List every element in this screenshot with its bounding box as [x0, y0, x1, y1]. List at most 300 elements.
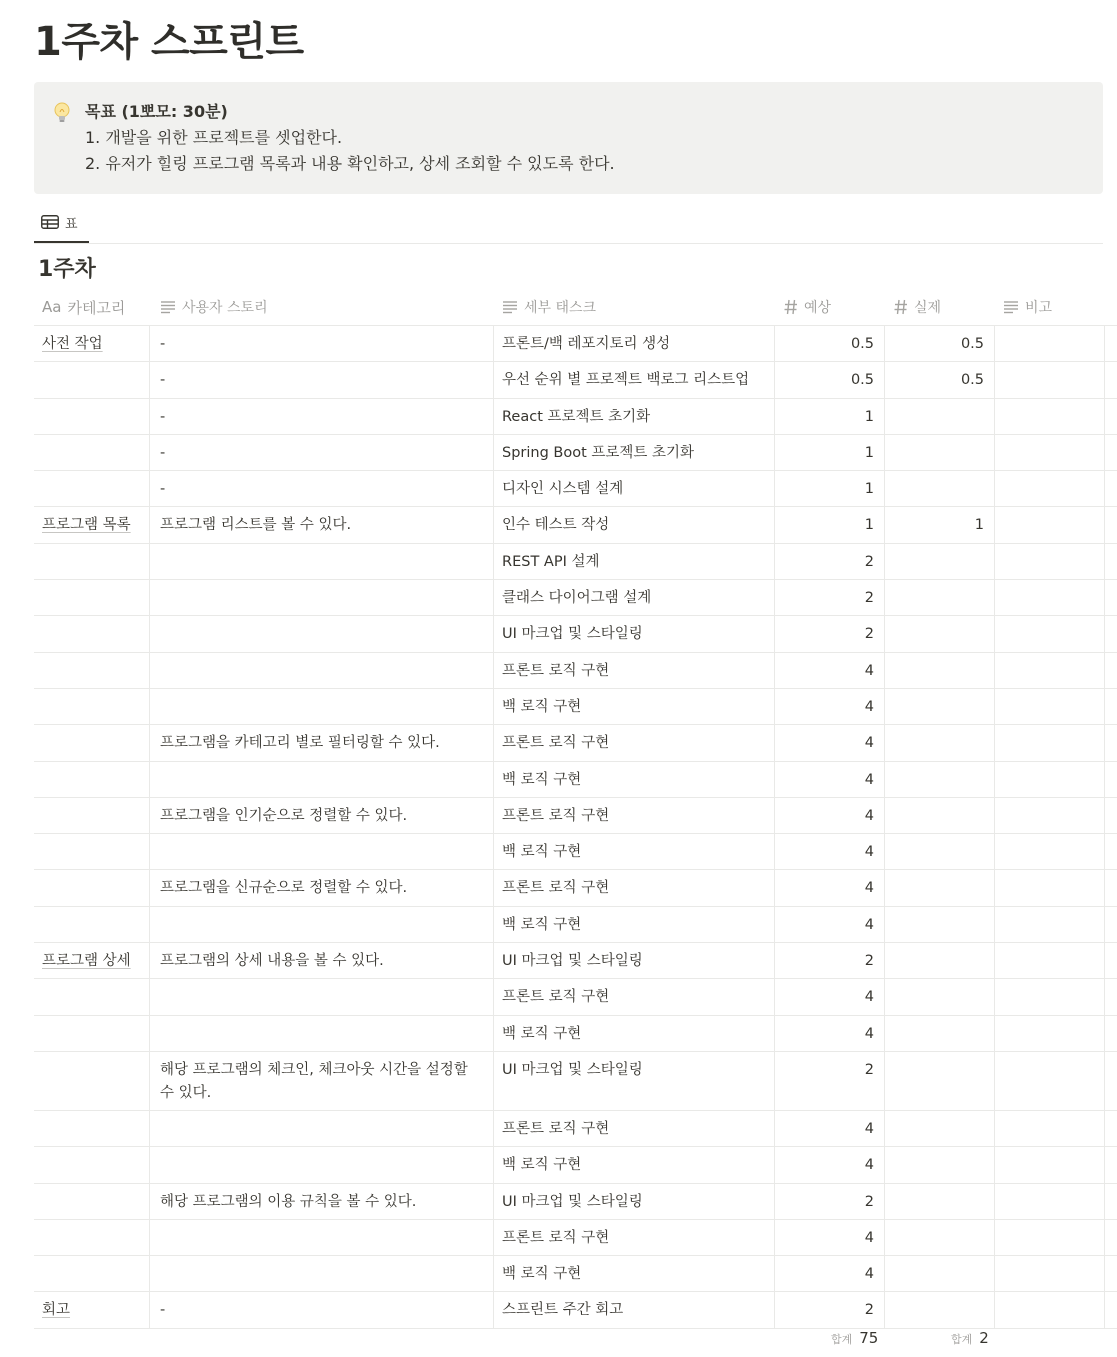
cell-actual[interactable]: [885, 834, 995, 869]
cell-user-story[interactable]: [150, 1147, 494, 1182]
cell-category[interactable]: [34, 834, 150, 869]
cell-estimate[interactable]: [775, 326, 885, 361]
estimate-sum[interactable]: [831, 1329, 878, 1347]
cell-estimate[interactable]: [775, 1292, 885, 1327]
table-row[interactable]: [34, 1292, 1117, 1328]
cell-note[interactable]: [995, 943, 1105, 978]
sum-label: 합계: [951, 1333, 973, 1346]
cell-user-story[interactable]: [150, 979, 494, 1014]
cell-note[interactable]: [995, 399, 1105, 434]
cell-overflow: [1105, 616, 1117, 651]
cell-note[interactable]: [995, 507, 1105, 542]
cell-estimate-text: 1: [864, 481, 874, 498]
cell-task-text: Spring Boot 프로젝트 초기화: [502, 444, 695, 461]
cell-category[interactable]: [34, 616, 150, 651]
cell-actual[interactable]: [885, 616, 995, 651]
cell-estimate[interactable]: [775, 1052, 885, 1110]
cell-overflow: [1105, 798, 1117, 833]
cell-overflow: [1105, 1147, 1117, 1182]
cell-actual[interactable]: [885, 507, 995, 542]
page-title: 1주차 스프린트: [34, 19, 304, 65]
cell-user-story[interactable]: [150, 471, 494, 506]
cell-overflow: [1105, 1292, 1117, 1327]
cell-category[interactable]: [34, 1220, 150, 1255]
cell-estimate[interactable]: [775, 507, 885, 542]
table-row[interactable]: [34, 1184, 1117, 1220]
table-row[interactable]: [34, 507, 1117, 543]
cell-category[interactable]: [34, 689, 150, 724]
lightbulb-icon[interactable]: [52, 101, 72, 125]
cell-estimate-text: 4: [864, 1229, 874, 1246]
cell-category[interactable]: [34, 870, 150, 905]
cell-task[interactable]: [494, 1256, 775, 1291]
cell-category-text: 회고: [42, 1302, 71, 1319]
callout-text[interactable]: [85, 99, 615, 177]
cell-overflow: [1105, 834, 1117, 869]
table-row[interactable]: [34, 689, 1117, 725]
cell-task[interactable]: [494, 399, 775, 434]
cell-overflow: [1105, 1111, 1117, 1146]
cell-overflow: [1105, 399, 1117, 434]
cell-task-text: 백 로직 구현: [502, 1266, 582, 1283]
cell-task-text: 인수 테스트 작성: [502, 517, 610, 534]
cell-task-text: UI 마크업 및 스타일링: [502, 1193, 643, 1210]
cell-user-story[interactable]: [150, 689, 494, 724]
cell-task[interactable]: [494, 616, 775, 651]
table-row[interactable]: [34, 1111, 1117, 1147]
cell-note[interactable]: [995, 580, 1105, 615]
cell-overflow: [1105, 435, 1117, 470]
cell-user-story-text: -: [160, 372, 166, 389]
cell-note[interactable]: [995, 435, 1105, 470]
cell-estimate-text: 1: [864, 517, 874, 534]
cell-actual[interactable]: [885, 1111, 995, 1146]
cell-note[interactable]: [995, 1220, 1105, 1255]
actual-sum[interactable]: [951, 1329, 989, 1347]
cell-estimate[interactable]: [775, 907, 885, 942]
text-lines-icon: [160, 300, 176, 314]
column-header-task[interactable]: [502, 289, 596, 325]
tab-table-view[interactable]: [34, 203, 89, 243]
cell-task[interactable]: [494, 762, 775, 797]
cell-note[interactable]: [995, 798, 1105, 833]
table-row[interactable]: [34, 834, 1117, 870]
cell-user-story[interactable]: [150, 762, 494, 797]
cell-task[interactable]: [494, 507, 775, 542]
cell-estimate[interactable]: [775, 689, 885, 724]
cell-category[interactable]: [34, 653, 150, 688]
cell-estimate[interactable]: [775, 362, 885, 397]
cell-note[interactable]: [995, 870, 1105, 905]
table-row[interactable]: [34, 1052, 1117, 1111]
cell-category[interactable]: [34, 798, 150, 833]
cell-estimate-text: 2: [864, 553, 874, 570]
table-row[interactable]: [34, 326, 1117, 362]
cell-user-story[interactable]: [150, 399, 494, 434]
cell-actual[interactable]: [885, 1052, 995, 1110]
cell-estimate-text: 2: [864, 626, 874, 643]
cell-user-story[interactable]: [150, 507, 494, 542]
cell-estimate[interactable]: [775, 762, 885, 797]
sum-label: 합계: [831, 1333, 853, 1346]
cell-category[interactable]: [34, 435, 150, 470]
cell-actual[interactable]: [885, 979, 995, 1014]
column-header-story[interactable]: [160, 289, 268, 325]
cell-estimate[interactable]: [775, 399, 885, 434]
table-row[interactable]: [34, 798, 1117, 834]
cell-estimate[interactable]: [775, 979, 885, 1014]
cell-task[interactable]: [494, 725, 775, 760]
cell-user-story[interactable]: [150, 1184, 494, 1219]
cell-task[interactable]: [494, 1147, 775, 1182]
cell-note[interactable]: [995, 1111, 1105, 1146]
cell-estimate[interactable]: [775, 1111, 885, 1146]
column-label: 카테고리: [67, 298, 126, 317]
cell-note[interactable]: [995, 362, 1105, 397]
cell-category[interactable]: [34, 326, 150, 361]
table-row[interactable]: [34, 725, 1117, 761]
cell-user-story[interactable]: [150, 1111, 494, 1146]
cell-category[interactable]: [34, 1147, 150, 1182]
cell-estimate[interactable]: [775, 834, 885, 869]
cell-estimate-text: 4: [864, 916, 874, 933]
cell-category[interactable]: [34, 725, 150, 760]
cell-estimate-text: 4: [864, 735, 874, 752]
cell-category[interactable]: [34, 979, 150, 1014]
cell-overflow: [1105, 544, 1117, 579]
cell-task[interactable]: [494, 979, 775, 1014]
cell-user-story[interactable]: [150, 1256, 494, 1291]
column-header-estimate[interactable]: [784, 289, 831, 325]
cell-user-story-text: -: [160, 1302, 166, 1319]
cell-task[interactable]: [494, 907, 775, 942]
cell-estimate-text: 4: [864, 1266, 874, 1283]
cell-actual[interactable]: [885, 471, 995, 506]
cell-overflow: [1105, 1256, 1117, 1291]
cell-actual[interactable]: [885, 580, 995, 615]
cell-estimate[interactable]: [775, 580, 885, 615]
cell-task-text: 스프린트 주간 회고: [502, 1302, 624, 1319]
cell-user-story[interactable]: [150, 943, 494, 978]
table-body: [34, 326, 1117, 1329]
table-row[interactable]: [34, 1256, 1117, 1292]
cell-category[interactable]: [34, 762, 150, 797]
callout-heading: 목표 (1뽀모: 30분): [85, 102, 228, 121]
cell-note[interactable]: [995, 689, 1105, 724]
cell-actual[interactable]: [885, 544, 995, 579]
cell-note[interactable]: [995, 1256, 1105, 1291]
column-label: 비고: [1025, 300, 1053, 316]
sum-value: 2: [979, 1329, 989, 1347]
cell-overflow: [1105, 1052, 1117, 1110]
cell-overflow: [1105, 362, 1117, 397]
cell-task[interactable]: [494, 326, 775, 361]
cell-task[interactable]: [494, 689, 775, 724]
cell-overflow: [1105, 1184, 1117, 1219]
table-row[interactable]: [34, 870, 1117, 906]
cell-task[interactable]: [494, 834, 775, 869]
cell-actual[interactable]: [885, 798, 995, 833]
cell-estimate-text: 1: [864, 444, 874, 461]
cell-user-story[interactable]: [150, 544, 494, 579]
cell-category[interactable]: [34, 1292, 150, 1327]
cell-task[interactable]: [494, 653, 775, 688]
cell-user-story-text: -: [160, 481, 166, 498]
cell-actual-text: 1: [974, 517, 984, 534]
text-lines-icon: [1003, 300, 1019, 314]
table-row[interactable]: [34, 762, 1117, 798]
cell-task[interactable]: [494, 580, 775, 615]
cell-task[interactable]: [494, 1220, 775, 1255]
cell-note[interactable]: [995, 1292, 1105, 1327]
cell-note[interactable]: [995, 725, 1105, 760]
cell-actual-text: 0.5: [960, 372, 984, 389]
column-label: 세부 태스크: [524, 300, 597, 316]
cell-category-text: 사전 작업: [42, 336, 103, 352]
cell-user-story[interactable]: [150, 653, 494, 688]
cell-task-text: 프론트 로직 구현: [502, 735, 610, 752]
cell-estimate[interactable]: [775, 1016, 885, 1051]
cell-note[interactable]: [995, 907, 1105, 942]
cell-user-story[interactable]: [150, 580, 494, 615]
cell-task[interactable]: [494, 1016, 775, 1051]
cell-actual[interactable]: [885, 362, 995, 397]
cell-task[interactable]: [494, 943, 775, 978]
cell-note[interactable]: [995, 834, 1105, 869]
cell-user-story[interactable]: [150, 616, 494, 651]
cell-category[interactable]: [34, 507, 150, 542]
cell-estimate[interactable]: [775, 544, 885, 579]
cell-category[interactable]: [34, 1111, 150, 1146]
cell-actual[interactable]: [885, 1220, 995, 1255]
cell-note[interactable]: [995, 1184, 1105, 1219]
cell-estimate[interactable]: [775, 616, 885, 651]
cell-task-text: UI 마크업 및 스타일링: [502, 953, 643, 970]
cell-category[interactable]: [34, 943, 150, 978]
cell-overflow: [1105, 471, 1117, 506]
cell-actual[interactable]: [885, 653, 995, 688]
cell-task[interactable]: [494, 435, 775, 470]
cell-category[interactable]: [34, 907, 150, 942]
cell-overflow: [1105, 762, 1117, 797]
cell-task[interactable]: [494, 798, 775, 833]
cell-user-story-text: 프로그램을 인기순으로 정렬할 수 있다.: [160, 807, 408, 824]
cell-estimate[interactable]: [775, 870, 885, 905]
sum-value: 75: [859, 1329, 879, 1347]
cell-category[interactable]: [34, 362, 150, 397]
cell-actual[interactable]: [885, 326, 995, 361]
cell-estimate-text: 4: [864, 662, 874, 679]
cell-estimate-text: 4: [864, 698, 874, 715]
table-row[interactable]: [34, 1220, 1117, 1256]
cell-overflow: [1105, 689, 1117, 724]
cell-overflow: [1105, 580, 1117, 615]
cell-category[interactable]: [34, 1184, 150, 1219]
cell-actual[interactable]: [885, 689, 995, 724]
cell-task[interactable]: [494, 1184, 775, 1219]
cell-actual[interactable]: [885, 762, 995, 797]
cell-user-story[interactable]: [150, 1052, 494, 1110]
column-header-note[interactable]: [1003, 289, 1052, 325]
cell-user-story[interactable]: [150, 1220, 494, 1255]
cell-actual[interactable]: [885, 725, 995, 760]
cell-task[interactable]: [494, 1292, 775, 1327]
table-row[interactable]: [34, 580, 1117, 616]
cell-actual[interactable]: [885, 1147, 995, 1182]
cell-actual[interactable]: [885, 907, 995, 942]
cell-user-story[interactable]: [150, 1292, 494, 1327]
cell-category-text: 프로그램 목록: [42, 517, 131, 534]
cell-overflow: [1105, 507, 1117, 542]
column-header-actual[interactable]: [894, 289, 941, 325]
column-label: 실제: [914, 300, 942, 316]
cell-task-text: 우선 순위 별 프로젝트 백로그 리스트업: [502, 372, 750, 389]
cell-actual[interactable]: [885, 1184, 995, 1219]
cell-user-story[interactable]: [150, 834, 494, 869]
cell-actual[interactable]: [885, 1292, 995, 1327]
cell-overflow: [1105, 979, 1117, 1014]
cell-category[interactable]: [34, 399, 150, 434]
cell-user-story-text: 프로그램의 상세 내용을 볼 수 있다.: [160, 953, 384, 970]
cell-user-story-text: 프로그램 리스트를 볼 수 있다.: [160, 517, 352, 534]
cell-note[interactable]: [995, 471, 1105, 506]
cell-user-story[interactable]: [150, 798, 494, 833]
cell-user-story-text: -: [160, 444, 166, 461]
cell-task-text: 백 로직 구현: [502, 844, 582, 861]
cell-task-text: 프론트 로직 구현: [502, 807, 610, 824]
cell-task-text: 프론트/백 레포지토리 생성: [502, 336, 671, 352]
table-row[interactable]: [34, 1016, 1117, 1052]
cell-task-text: 백 로직 구현: [502, 1157, 582, 1174]
cell-estimate-text: 4: [864, 880, 874, 897]
table-row[interactable]: [34, 943, 1117, 979]
table-footer: [0, 1329, 1117, 1355]
cell-category[interactable]: [34, 471, 150, 506]
cell-task[interactable]: [494, 870, 775, 905]
cell-note[interactable]: [995, 544, 1105, 579]
column-label: 예상: [804, 300, 832, 316]
cell-note[interactable]: [995, 979, 1105, 1014]
hash-icon: [894, 299, 908, 315]
cell-task-text: React 프로젝트 초기화: [502, 408, 651, 425]
cell-estimate[interactable]: [775, 435, 885, 470]
cell-note[interactable]: [995, 653, 1105, 688]
tab-label: 표: [65, 216, 78, 232]
database-title[interactable]: 1주차: [38, 257, 96, 282]
cell-overflow: [1105, 1220, 1117, 1255]
cell-estimate-text: 4: [864, 1025, 874, 1042]
table-row[interactable]: [34, 616, 1117, 652]
column-header-category[interactable]: [42, 289, 125, 325]
cell-estimate-text: 4: [864, 1157, 874, 1174]
callout-line-2: 2. 유저가 힐링 프로그램 목록과 내용 확인하고, 상세 조회할 수 있도록 한다.: [85, 154, 615, 173]
cell-estimate[interactable]: [775, 653, 885, 688]
cell-estimate[interactable]: [775, 471, 885, 506]
cell-user-story-text: -: [160, 408, 166, 425]
cell-task[interactable]: [494, 1111, 775, 1146]
cell-actual[interactable]: [885, 1256, 995, 1291]
cell-estimate-text: 2: [864, 953, 874, 970]
cell-user-story[interactable]: [150, 870, 494, 905]
table-row[interactable]: [34, 1147, 1117, 1183]
cell-estimate[interactable]: [775, 1184, 885, 1219]
cell-user-story[interactable]: [150, 725, 494, 760]
cell-note[interactable]: [995, 616, 1105, 651]
cell-note[interactable]: [995, 1147, 1105, 1182]
table-row[interactable]: [34, 653, 1117, 689]
cell-estimate-text: 0.5: [850, 336, 874, 352]
cell-note[interactable]: [995, 326, 1105, 361]
cell-estimate[interactable]: [775, 798, 885, 833]
cell-task-text: 프론트 로직 구현: [502, 1229, 610, 1246]
cell-category[interactable]: [34, 544, 150, 579]
cell-user-story-text: 프로그램을 카테고리 별로 필터링할 수 있다.: [160, 735, 440, 752]
cell-task-text: 백 로직 구현: [502, 1025, 582, 1042]
cell-user-story[interactable]: [150, 907, 494, 942]
cell-estimate-text: 2: [864, 590, 874, 607]
cell-task-text: 프론트 로직 구현: [502, 662, 610, 679]
cell-task-text: 디자인 시스템 설계: [502, 481, 624, 498]
cell-overflow: [1105, 653, 1117, 688]
table-header: [34, 289, 1117, 326]
cell-actual[interactable]: [885, 1016, 995, 1051]
cell-overflow: [1105, 907, 1117, 942]
cell-task[interactable]: [494, 362, 775, 397]
cell-category[interactable]: [34, 1052, 150, 1110]
cell-user-story[interactable]: [150, 362, 494, 397]
cell-overflow: [1105, 943, 1117, 978]
cell-user-story[interactable]: [150, 326, 494, 361]
cell-actual[interactable]: [885, 435, 995, 470]
cell-estimate[interactable]: [775, 725, 885, 760]
hash-icon: [784, 299, 798, 315]
cell-task-text: 백 로직 구현: [502, 916, 582, 933]
cell-task[interactable]: [494, 471, 775, 506]
cell-task[interactable]: [494, 1052, 775, 1110]
cell-category[interactable]: [34, 580, 150, 615]
cell-estimate-text: 4: [864, 1120, 874, 1137]
cell-task-text: UI 마크업 및 스타일링: [502, 626, 643, 643]
cell-task[interactable]: [494, 544, 775, 579]
cell-note[interactable]: [995, 1052, 1105, 1110]
cell-user-story[interactable]: [150, 435, 494, 470]
cell-estimate[interactable]: [775, 943, 885, 978]
cell-actual[interactable]: [885, 943, 995, 978]
cell-estimate-text: 1: [864, 408, 874, 425]
title-property-icon: Aa: [42, 298, 62, 316]
cell-category[interactable]: [34, 1256, 150, 1291]
cell-user-story[interactable]: [150, 1016, 494, 1051]
cell-estimate[interactable]: [775, 1147, 885, 1182]
cell-actual[interactable]: [885, 870, 995, 905]
table-row[interactable]: [34, 435, 1117, 471]
table-row[interactable]: [34, 544, 1117, 580]
table-row[interactable]: [34, 907, 1117, 943]
cell-estimate[interactable]: [775, 1256, 885, 1291]
cell-actual[interactable]: [885, 399, 995, 434]
cell-category[interactable]: [34, 1016, 150, 1051]
cell-overflow: [1105, 326, 1117, 361]
cell-note[interactable]: [995, 762, 1105, 797]
table-row[interactable]: [34, 399, 1117, 435]
table-row[interactable]: [34, 471, 1117, 507]
cell-note[interactable]: [995, 1016, 1105, 1051]
table-row[interactable]: [34, 362, 1117, 398]
table-row[interactable]: [34, 979, 1117, 1015]
cell-task-text: 클래스 다이어그램 설계: [502, 590, 652, 607]
cell-estimate[interactable]: [775, 1220, 885, 1255]
cell-user-story-text: 해당 프로그램의 이용 규칙을 볼 수 있다.: [160, 1193, 417, 1210]
